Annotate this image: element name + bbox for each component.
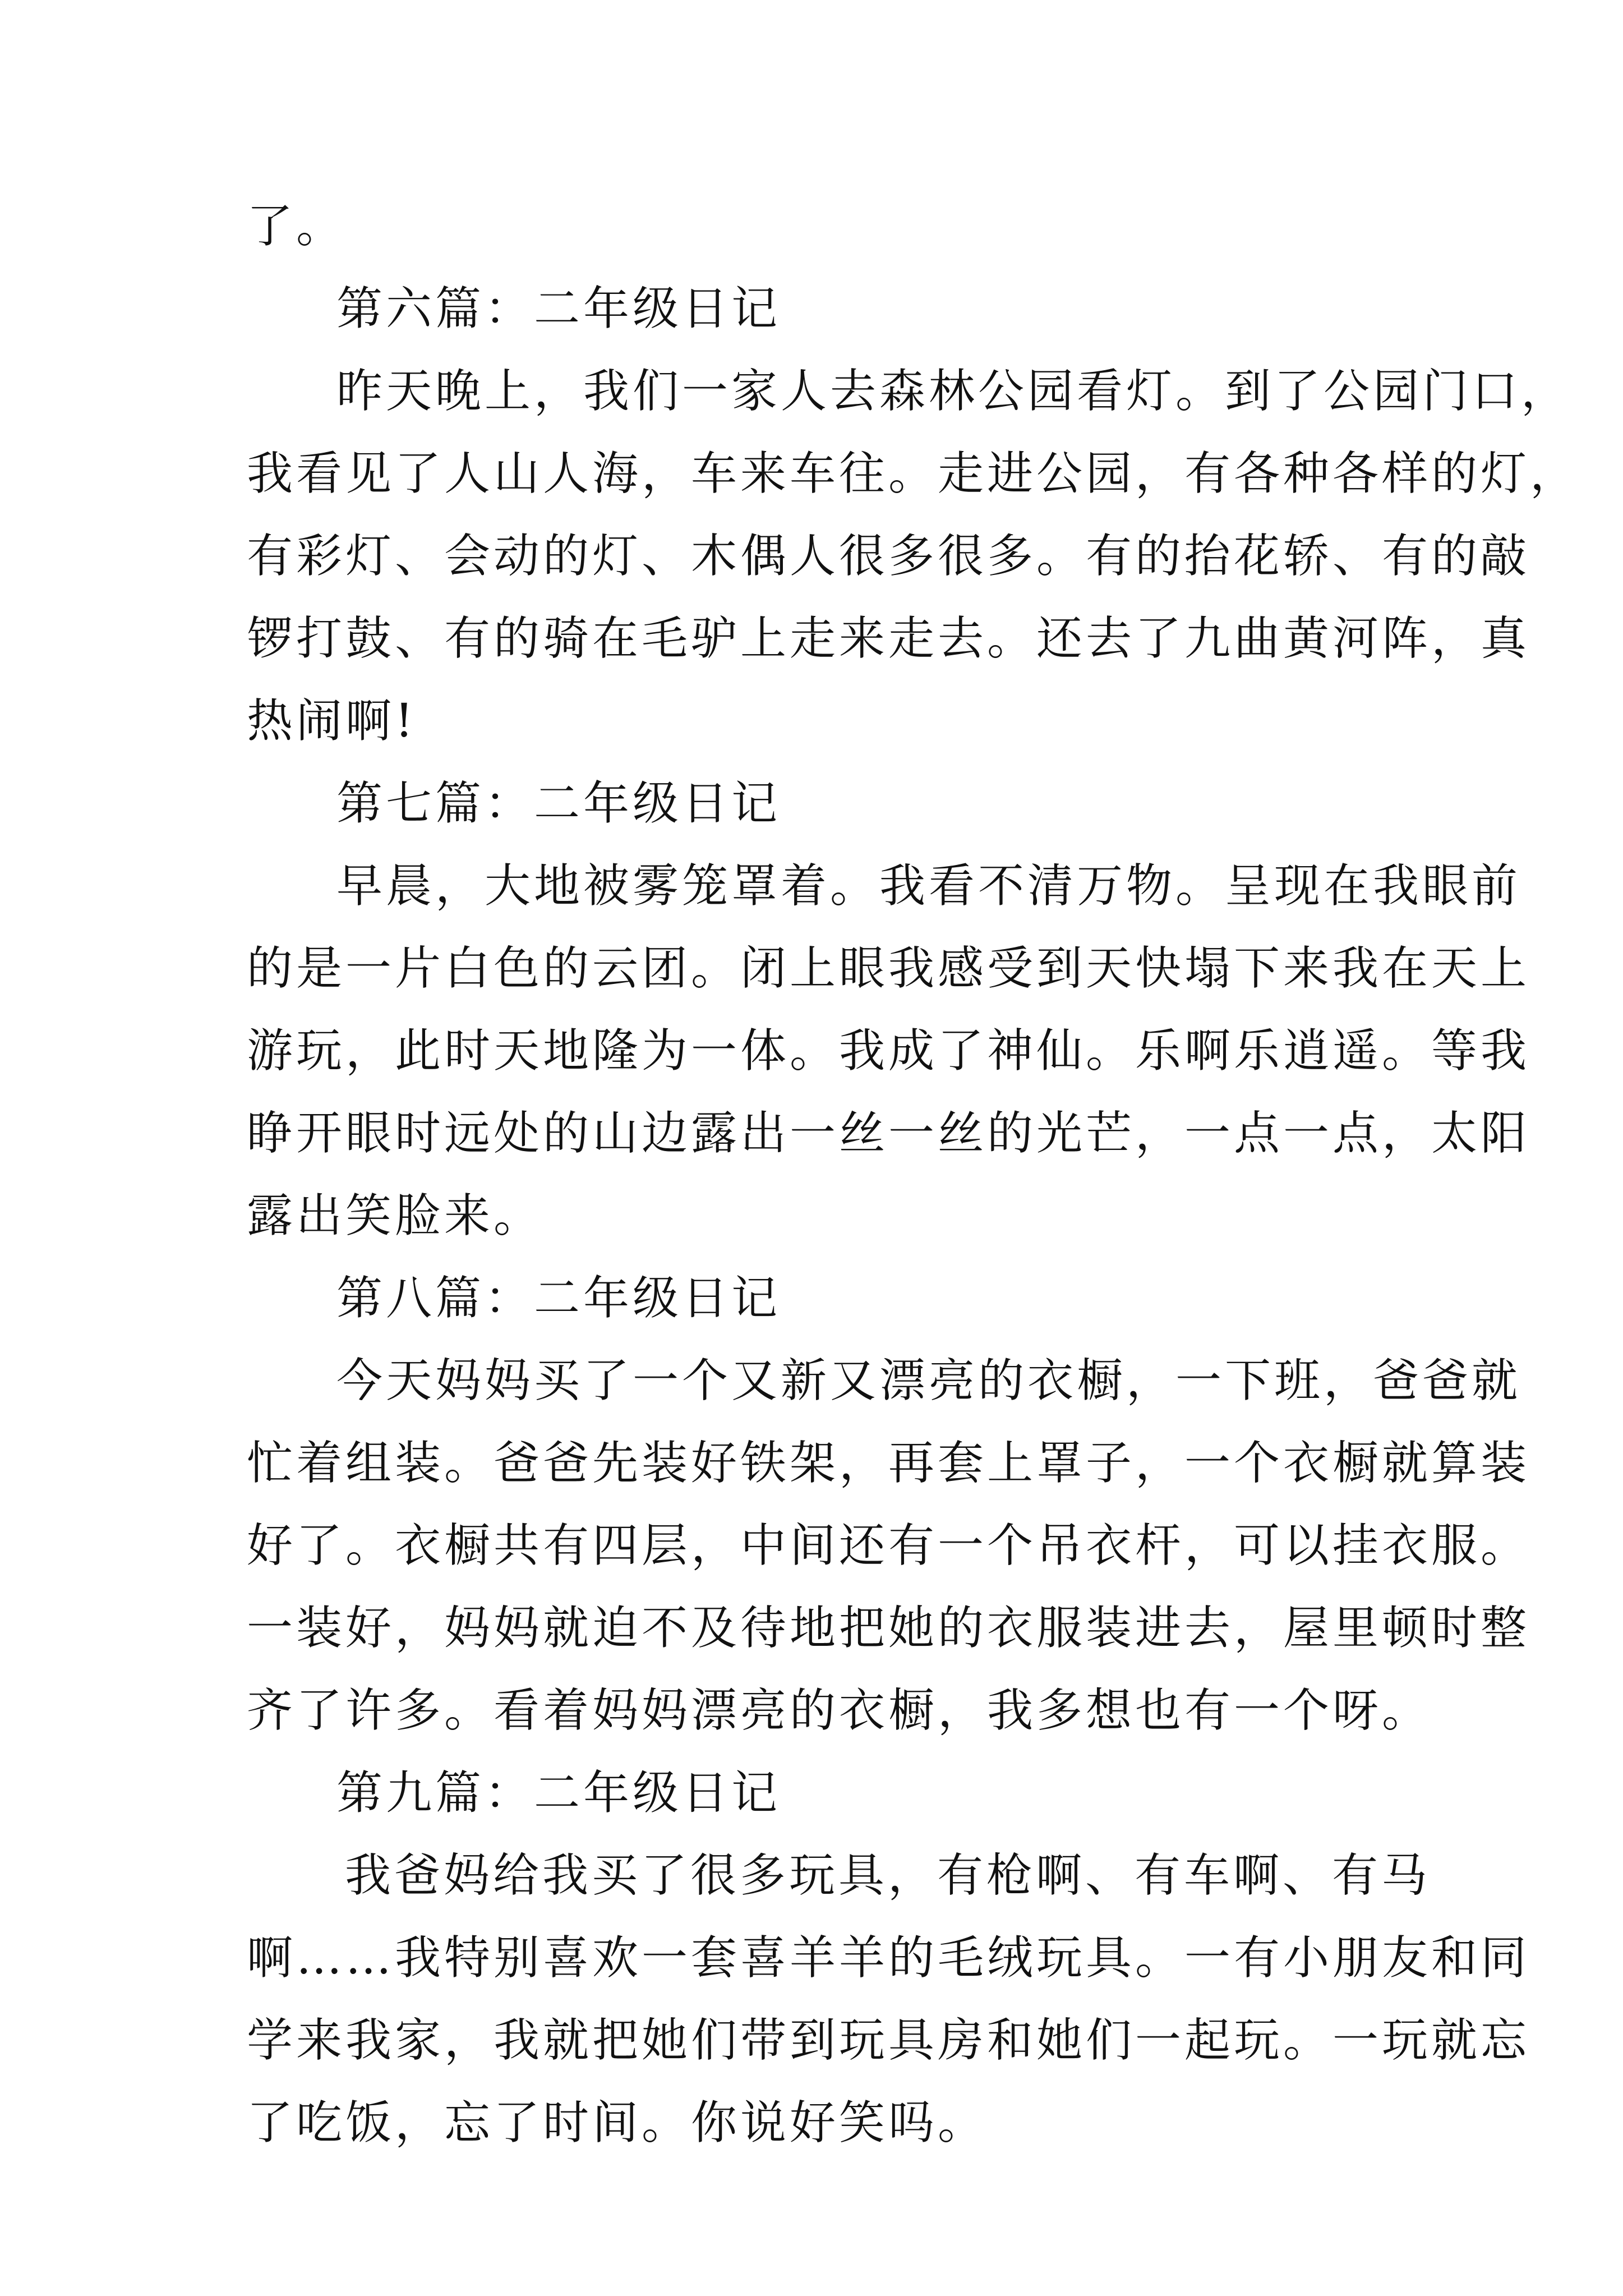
paragraph-line: 了。 (247, 200, 346, 253)
paragraph-line: 一装好，妈妈就迫不及待地把她的衣服装进去，屋里顿时整 (247, 1602, 1530, 1655)
paragraph-line: 齐了许多。看着妈妈漂亮的衣橱，我多想也有一个呀。 (247, 1684, 1432, 1737)
paragraph-line: 露出笑脸来。 (247, 1189, 543, 1243)
paragraph-line: 锣打鼓、有的骑在毛驴上走来走去。还去了九曲黄河阵，真 (247, 612, 1530, 665)
paragraph-line: 游玩，此时天地隆为一体。我成了神仙。乐啊乐逍遥。等我 (247, 1024, 1530, 1078)
paragraph-line: 睁开眼时远处的山边露出一丝一丝的光芒，一点一点，太阳 (247, 1107, 1530, 1160)
paragraph-line: 的是一片白色的云团。闭上眼我感受到天快塌下来我在天上 (247, 942, 1530, 995)
paragraph-line: 我爸妈给我买了很多玩具，有枪啊、有车啊、有马 (345, 1849, 1431, 1902)
paragraph-line: 我看见了人山人海，车来车往。走进公园，有各种各样的灯， (247, 447, 1580, 500)
section-heading-6: 第六篇：二年级日记 (336, 282, 781, 335)
paragraph-line: 早晨，大地被雾笼罩着。我看不清万物。呈现在我眼前 (336, 859, 1521, 913)
paragraph-line: 好了。衣橱共有四层，中间还有一个吊衣杆，可以挂衣服。 (247, 1519, 1530, 1572)
section-heading-7: 第七篇：二年级日记 (336, 777, 781, 830)
paragraph-line: 了吃饭，忘了时间。你说好笑吗。 (247, 2096, 988, 2150)
paragraph-line: 热闹啊! (247, 694, 417, 748)
section-heading-9: 第九篇：二年级日记 (336, 1766, 781, 1820)
document-body (247, 185, 1580, 2164)
paragraph-line: 昨天晚上，我们一家人去森林公园看灯。到了公园门口， (336, 365, 1571, 418)
paragraph-line: 啊……我特别喜欢一套喜羊羊的毛绒玩具。一有小朋友和同 (247, 1931, 1530, 1985)
paragraph-line: 学来我家，我就把她们带到玩具房和她们一起玩。一玩就忘 (247, 2014, 1530, 2067)
paragraph-line: 今天妈妈买了一个又新又漂亮的衣橱，一下班，爸爸就 (336, 1354, 1521, 1407)
section-heading-8: 第八篇：二年级日记 (336, 1272, 781, 1325)
paragraph-line: 忙着组装。爸爸先装好铁架，再套上罩子，一个衣橱就算装 (247, 1437, 1530, 1490)
paragraph-line: 有彩灯、会动的灯、木偶人很多很多。有的抬花轿、有的敲 (247, 530, 1530, 583)
